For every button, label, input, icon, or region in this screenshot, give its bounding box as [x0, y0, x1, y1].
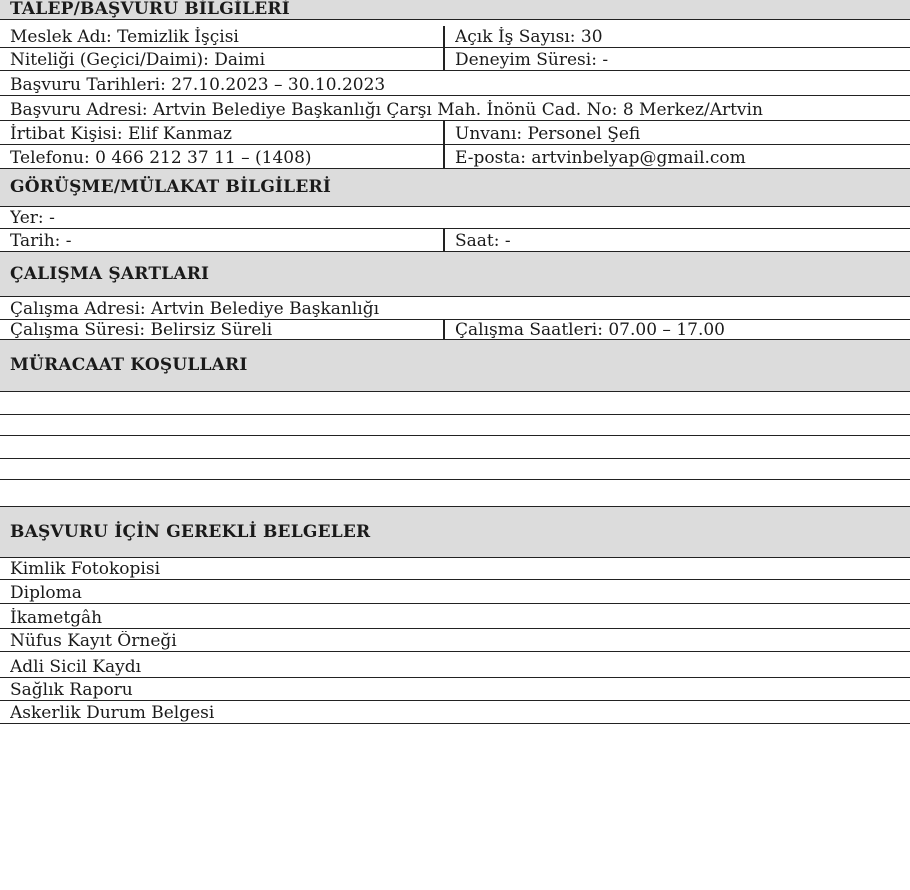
field-right: Deneyim Süresi: -	[455, 50, 609, 70]
section-header-muracaat	[0, 340, 910, 392]
field-right: Açık İş Sayısı: 30	[455, 27, 603, 47]
cell-divider	[443, 145, 445, 169]
blank-line	[0, 436, 910, 459]
field: Diploma	[10, 583, 82, 603]
field: Başvuru Adresi: Artvin Belediye Başkanlığı Çarşı Mah. İnönü Cad. No: 8 Merkez/Artvin	[10, 100, 763, 120]
form-row	[0, 96, 910, 121]
field: Çalışma Adresi: Artvin Belediye Başkanlığı	[10, 299, 380, 319]
form-row	[0, 320, 910, 340]
cell-divider	[443, 121, 445, 145]
field: Kimlik Fotokopisi	[10, 559, 161, 579]
cell-divider	[443, 229, 445, 252]
field-left: Niteliği (Geçici/Daimi): Daimi	[10, 50, 265, 70]
section-title: TALEP/BAŞVURU BİLGİLERİ	[10, 0, 290, 19]
form-row	[0, 26, 910, 48]
field-left: Meslek Adı: Temizlik İşçisi	[10, 27, 239, 47]
form-row	[0, 629, 910, 652]
form-row	[0, 145, 910, 169]
field-left: Telefonu: 0 466 212 37 11 – (1408)	[10, 148, 312, 168]
form-row	[0, 207, 910, 229]
field-right: Çalışma Saatleri: 07.00 – 17.00	[455, 320, 725, 340]
blank-line	[0, 415, 910, 436]
form-row	[0, 297, 910, 320]
field-left: Tarih: -	[10, 231, 72, 251]
cell-divider	[443, 26, 445, 48]
form-row	[0, 580, 910, 604]
field: Adli Sicil Kaydı	[10, 657, 142, 677]
section-header-gorusme	[0, 169, 910, 207]
section-header-talep	[0, 0, 910, 20]
form-row	[0, 71, 910, 96]
form-row	[0, 558, 910, 580]
field-right: Saat: -	[455, 231, 511, 251]
section-header-belgeler	[0, 507, 910, 558]
field: Başvuru Tarihleri: 27.10.2023 – 30.10.2023	[10, 75, 386, 95]
form-row	[0, 121, 910, 145]
section-title: MÜRACAAT KOŞULLARI	[10, 355, 248, 375]
form-row	[0, 652, 910, 678]
form-row	[0, 701, 910, 724]
section-header-calisma	[0, 252, 910, 297]
field: Askerlik Durum Belgesi	[10, 703, 215, 723]
section-title: GÖRÜŞME/MÜLAKAT BİLGİLERİ	[10, 177, 331, 197]
blank-line	[0, 459, 910, 480]
field: Sağlık Raporu	[10, 680, 133, 700]
field: Yer: -	[10, 208, 55, 228]
cell-divider	[443, 320, 445, 340]
form-row	[0, 229, 910, 252]
field-left: Çalışma Süresi: Belirsiz Süreli	[10, 320, 273, 340]
section-title: ÇALIŞMA ŞARTLARI	[10, 263, 210, 284]
form-row	[0, 678, 910, 701]
field-right: Unvanı: Personel Şefi	[455, 124, 641, 144]
cell-divider	[443, 48, 445, 71]
blank-line	[0, 481, 910, 507]
field-left: İrtibat Kişisi: Elif Kanmaz	[10, 124, 232, 144]
field-right: E-posta: artvinbelyap@gmail.com	[455, 148, 746, 168]
field: Nüfus Kayıt Örneği	[10, 631, 177, 651]
field: İkametgâh	[10, 608, 103, 628]
section-title: BAŞVURU İÇİN GEREKLİ BELGELER	[10, 521, 371, 542]
blank-line	[0, 392, 910, 415]
form-row	[0, 48, 910, 71]
form-row	[0, 604, 910, 629]
